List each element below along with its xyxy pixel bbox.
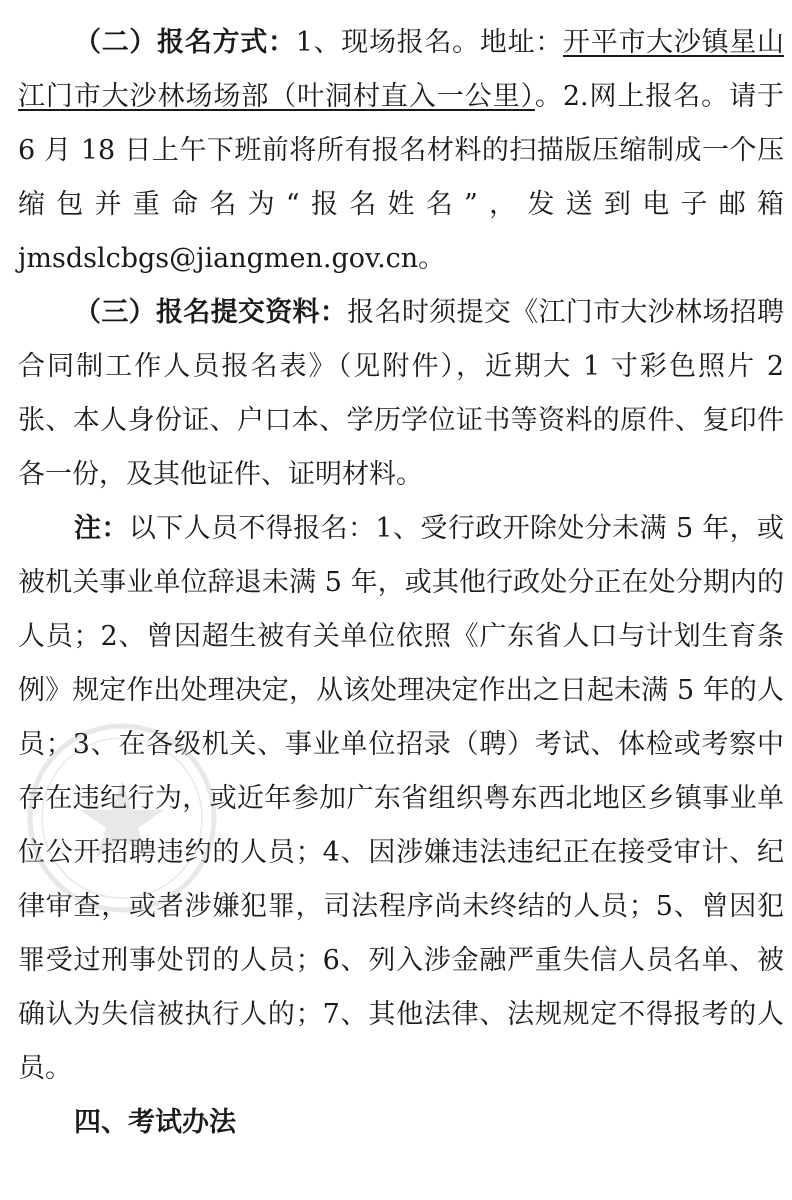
- registration-method-title: （二）报名方式：: [74, 27, 296, 58]
- note-text: 以下人员不得报名：1、受行政开除处分未满 5 年，或被机关事业单位辞退未满 5 年，或其他行政处分正在处分期内的人员；2、曾因超生被有关单位依照《广东省人口与计划生育条例》规定作出处理决定，从该处理决定作出之日起未满 5 年的人员；3、在各级机关、事业单位招录（聘）考试、体检或考察中存在违纪行为，或近年参加广东省组织粤东西北地区乡镇事业单位公开招聘违约的人员；4、因涉嫌违法违纪正在接受审计、纪律审查，或者涉嫌犯罪，司法程序尚未终结的人员；5、曾因犯罪受过刑事处罚的人员；6、列入涉金融严重失信人员名单、被确认为失信被执行人的；7、其他法律、法规规定不得报考的人员。: [18, 513, 784, 1084]
- registration-materials-title: （三）报名提交资料：: [74, 297, 348, 328]
- registration-materials-text: 报名时须提交《江门市大沙林场招聘合同制工作人员报名表》（见附件），近期大 1 寸彩色照片 2 张、本人身份证、户口本、学历学位证书等资料的原件、复印件各一份，及其他证件、证明材料。: [18, 297, 785, 490]
- registration-method-text-b: 。2.网上报名。请于 6 月 18 日上午下班前将所有报名材料的扫描版压缩制成一个压缩包并重命名为“报名姓名”，发送到电子邮箱: [18, 81, 784, 220]
- paragraph-registration-materials: [18, 286, 784, 502]
- registration-method-text-c: 。: [418, 243, 446, 274]
- paragraph-registration-method: [18, 16, 784, 286]
- registration-method-text-a: 1、现场报名。地址：: [295, 27, 564, 58]
- section-heading-exam-method: 四、考试办法: [74, 1107, 236, 1138]
- note-title: 注：: [74, 513, 129, 544]
- registration-address: 开平市大沙镇星山江门市大沙林场场部（叶洞村直入一公里）: [18, 27, 785, 112]
- registration-email: jmsdslcbgs@jiangmen.gov.cn: [18, 243, 419, 274]
- paragraph-note: [18, 502, 784, 1096]
